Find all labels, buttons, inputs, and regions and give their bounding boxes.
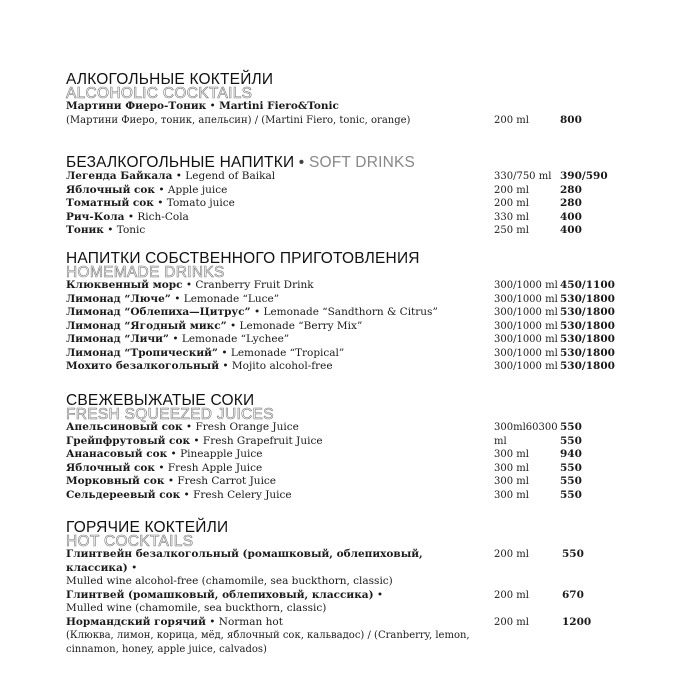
menu-item: Апельсиновый сок • Fresh Orange Juice 300ml60300 550 xyxy=(66,421,582,433)
menu-item: Рич-Кола • Rich-Cola 330 ml 400 xyxy=(66,210,582,223)
menu-item: Яблочный сок • Apple juice 200 ml 280 xyxy=(66,183,582,196)
section-title-ru: СВЕЖЕВЫЖАТЫЕ СОКИ xyxy=(66,392,255,409)
menu-item: Глинтвей (ромашковый, облепиховый, классика) • Mulled wine (chamomile, sea buckthorn, classic) 200 ml 670 xyxy=(66,588,584,614)
menu-item: Яблочный сок • Fresh Apple Juice 300 ml 550 xyxy=(66,461,582,474)
menu-item: Ананасовый сок • Pineapple Juice 300 ml 940 xyxy=(66,448,582,460)
section-title-en: ALCOHOLIC COCKTAILS xyxy=(66,85,253,102)
section-hot-cocktails xyxy=(66,520,626,656)
section-fresh-juices xyxy=(66,393,626,502)
menu-item: Лимонад “Облепиха—Цитрус” • Lemonade “Sandthorn & Citrus” 300/1000 ml 530/1800 xyxy=(66,306,615,318)
section-alcoholic-cocktails xyxy=(66,72,626,127)
section-title-en: FRESH SQUEEZED JUICES xyxy=(66,406,274,423)
menu-item: Клюквенный морс • Cranberry Fruit Drink 300/1000 ml 450/1100 xyxy=(66,279,615,291)
section-title-en: HOT COCKTAILS xyxy=(66,533,194,550)
menu-item: Глинтвейн безалкогольный (ромашковый, облепиховый, классика) • Mulled wine alcohol-free (chamomile, sea buckthorn, classic) 200 ml 550 xyxy=(66,548,584,587)
menu-item: Лимонад “Люче” • Lemonade “Luce” 300/1000 ml 530/1800 xyxy=(66,292,615,305)
menu-item-note: (Мартини Фиеро, тоник, апельсин) / (Martini Fiero, tonic, orange) 200 ml 800 xyxy=(66,113,582,126)
section-title-ru: НАПИТКИ СОБСТВЕННОГО ПРИГОТОВЛЕНИЯ xyxy=(66,250,420,267)
section-title: БЕЗАЛКОГОЛЬНЫЕ НАПИТКИ • SOFT DRINKS xyxy=(66,154,416,171)
section-title-en: HOMEMADE DRINKS xyxy=(66,264,225,281)
section-soft-drinks xyxy=(66,155,626,238)
menu-item: Сельдереевый сок • Fresh Celery Juice 300 ml 550 xyxy=(66,488,582,501)
menu-item: Легенда Байкала • Legend of Baikal 330/750 ml 390/590 xyxy=(66,170,608,182)
menu-item: Лимонад “Ягодный микс” • Lemonade “Berry Mix” 300/1000 ml 530/1800 xyxy=(66,319,615,332)
item-price: 800 xyxy=(560,113,582,126)
section-title-ru: ГОРЯЧИЕ КОКТЕЙЛИ xyxy=(66,519,229,536)
menu-item: Нормандский горячий • Norman hot (Клюква, лимон, корица, мёд, яблочный сок, кальвадос) / (Cranberry, lemon, cinnamon, honey, apple juice, calvados) 200 ml 1200 xyxy=(66,615,592,655)
item-volume: 200 ml xyxy=(494,114,529,126)
menu-item: Томатный сок • Tomato juice 200 ml 280 xyxy=(66,197,582,209)
section-title-ru: АЛКОГОЛЬНЫЕ КОКТЕЙЛИ xyxy=(66,71,274,88)
menu-item: Грейпфрутовый сок • Fresh Grapefruit Juice ml 550 xyxy=(66,434,582,447)
menu-item: Мартини Фиеро-Тоник • Martini Fiero&Tonic xyxy=(66,100,339,112)
menu-item: Тоник • Tonic 250 ml 400 xyxy=(66,224,582,236)
menu-item: Морковный сок • Fresh Carrot Juice 300 ml 550 xyxy=(66,475,582,487)
menu-item: Лимонад “Тропический” • Lemonade “Tropical” 300/1000 ml 530/1800 xyxy=(66,346,615,359)
section-homemade-drinks xyxy=(66,251,626,374)
menu-item: Мохито безалкогольный • Mojito alcohol-free 300/1000 ml 530/1800 xyxy=(66,360,615,372)
menu-item: Лимонад “Личи” • Lemonade “Lychee” 300/1000 ml 530/1800 xyxy=(66,333,615,345)
